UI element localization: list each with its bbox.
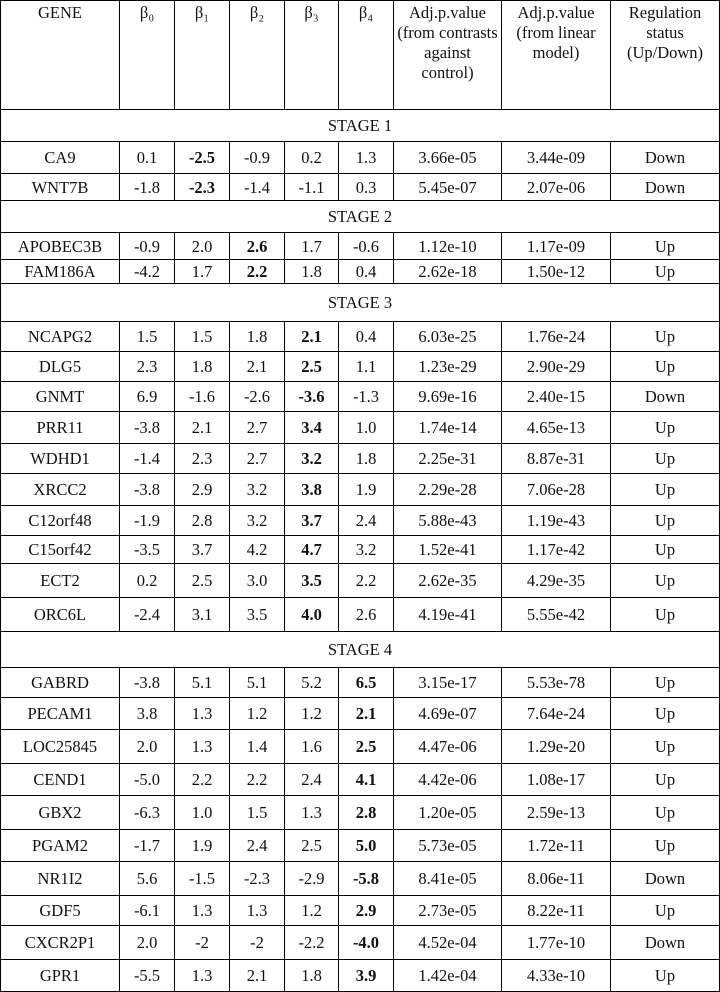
adj-p-contrasts-cell: 2.25e-31 <box>394 444 502 474</box>
adj-p-contrasts-cell: 4.19e-41 <box>394 598 502 632</box>
header-row <box>1 1 720 110</box>
regulation-status-cell: Down <box>611 862 720 896</box>
beta3-cell: 1.2 <box>285 698 339 730</box>
gene-cell: PRR11 <box>1 412 120 444</box>
regulation-status-cell: Up <box>611 830 720 862</box>
table-row <box>1 142 720 174</box>
beta4-cell: -0.6 <box>339 233 394 260</box>
beta1-cell: -2 <box>175 926 230 960</box>
table-row <box>1 730 720 764</box>
header-beta4: β₄ <box>339 1 394 110</box>
table-row <box>1 796 720 830</box>
gene-cell: PGAM2 <box>1 830 120 862</box>
adj-p-contrasts-cell: 4.47e-06 <box>394 730 502 764</box>
regulation-status-cell: Up <box>611 730 720 764</box>
beta0-cell: -6.3 <box>120 796 175 830</box>
beta1-cell: -1.6 <box>175 382 230 412</box>
beta4-cell: 2.1 <box>339 698 394 730</box>
regulation-status-cell: Up <box>611 260 720 284</box>
table-row <box>1 382 720 412</box>
beta3-cell: 2.1 <box>285 322 339 352</box>
beta4-cell: 6.5 <box>339 668 394 698</box>
adj-p-linear-cell: 4.33e-10 <box>502 960 611 992</box>
beta1-cell: -2.5 <box>175 142 230 174</box>
stage-row <box>1 201 720 233</box>
table-row <box>1 926 720 960</box>
gene-cell: GBX2 <box>1 796 120 830</box>
gene-cell: CXCR2P1 <box>1 926 120 960</box>
stage-row <box>1 632 720 668</box>
header-beta3: β₃ <box>285 1 339 110</box>
beta1-cell: 1.5 <box>175 322 230 352</box>
gene-cell: CEND1 <box>1 764 120 796</box>
beta0-cell: 2.0 <box>120 730 175 764</box>
beta1-cell: 3.7 <box>175 536 230 564</box>
beta3-cell: 3.7 <box>285 506 339 536</box>
beta0-cell: -6.1 <box>120 896 175 926</box>
adj-p-linear-cell: 5.55e-42 <box>502 598 611 632</box>
beta2-cell: 3.2 <box>230 474 285 506</box>
beta2-cell: 1.5 <box>230 796 285 830</box>
beta3-cell: 2.5 <box>285 830 339 862</box>
adj-p-linear-cell: 7.06e-28 <box>502 474 611 506</box>
gene-cell: XRCC2 <box>1 474 120 506</box>
table-row <box>1 564 720 598</box>
beta0-cell: -1.9 <box>120 506 175 536</box>
beta4-cell: 1.8 <box>339 444 394 474</box>
beta4-cell: 0.4 <box>339 260 394 284</box>
adj-p-linear-cell: 2.07e-06 <box>502 174 611 201</box>
adj-p-linear-cell: 8.22e-11 <box>502 896 611 926</box>
adj-p-contrasts-cell: 1.12e-10 <box>394 233 502 260</box>
header-adj-p-linear: Adj.p.value (from linear model) <box>502 1 611 110</box>
regulation-status-cell: Down <box>611 926 720 960</box>
beta0-cell: -2.4 <box>120 598 175 632</box>
stage-label: STAGE 3 <box>1 284 720 322</box>
gene-cell: ECT2 <box>1 564 120 598</box>
adj-p-linear-cell: 1.17e-42 <box>502 536 611 564</box>
gene-cell: WNT7B <box>1 174 120 201</box>
beta4-cell: 2.2 <box>339 564 394 598</box>
beta2-cell: 2.7 <box>230 412 285 444</box>
gene-cell: WDHD1 <box>1 444 120 474</box>
beta3-cell: 3.4 <box>285 412 339 444</box>
regulation-status-cell: Down <box>611 174 720 201</box>
adj-p-linear-cell: 1.50e-12 <box>502 260 611 284</box>
beta0-cell: 0.2 <box>120 564 175 598</box>
beta4-cell: 1.3 <box>339 142 394 174</box>
adj-p-contrasts-cell: 4.52e-04 <box>394 926 502 960</box>
beta1-cell: 1.0 <box>175 796 230 830</box>
stage-row <box>1 284 720 322</box>
adj-p-linear-cell: 2.59e-13 <box>502 796 611 830</box>
beta4-cell: 1.0 <box>339 412 394 444</box>
adj-p-linear-cell: 8.87e-31 <box>502 444 611 474</box>
beta0-cell: -3.8 <box>120 474 175 506</box>
beta4-cell: -4.0 <box>339 926 394 960</box>
adj-p-linear-cell: 7.64e-24 <box>502 698 611 730</box>
beta0-cell: -5.0 <box>120 764 175 796</box>
gene-cell: GNMT <box>1 382 120 412</box>
beta1-cell: -2.3 <box>175 174 230 201</box>
beta1-cell: -1.5 <box>175 862 230 896</box>
beta2-cell: 4.2 <box>230 536 285 564</box>
beta0-cell: 1.5 <box>120 322 175 352</box>
stage-row <box>1 110 720 142</box>
gene-cell: GABRD <box>1 668 120 698</box>
gene-cell: C15orf42 <box>1 536 120 564</box>
beta0-cell: -1.7 <box>120 830 175 862</box>
beta4-cell: -1.3 <box>339 382 394 412</box>
beta0-cell: -3.8 <box>120 412 175 444</box>
adj-p-contrasts-cell: 5.45e-07 <box>394 174 502 201</box>
gene-cell: FAM186A <box>1 260 120 284</box>
beta3-cell: 3.2 <box>285 444 339 474</box>
gene-cell: GDF5 <box>1 896 120 926</box>
beta4-cell: 2.6 <box>339 598 394 632</box>
beta3-cell: -1.1 <box>285 174 339 201</box>
beta0-cell: -1.8 <box>120 174 175 201</box>
regulation-status-cell: Up <box>611 960 720 992</box>
stage-label: STAGE 2 <box>1 201 720 233</box>
beta1-cell: 2.9 <box>175 474 230 506</box>
beta3-cell: 0.2 <box>285 142 339 174</box>
beta1-cell: 1.8 <box>175 352 230 382</box>
beta0-cell: 6.9 <box>120 382 175 412</box>
regulation-status-cell: Up <box>611 412 720 444</box>
beta4-cell: 2.4 <box>339 506 394 536</box>
beta3-cell: 3.5 <box>285 564 339 598</box>
header-beta1: β₁ <box>175 1 230 110</box>
beta0-cell: 2.0 <box>120 926 175 960</box>
beta2-cell: 2.1 <box>230 960 285 992</box>
adj-p-linear-cell: 4.29e-35 <box>502 564 611 598</box>
beta2-cell: -2.3 <box>230 862 285 896</box>
beta0-cell: 0.1 <box>120 142 175 174</box>
regulation-status-cell: Down <box>611 142 720 174</box>
adj-p-linear-cell: 8.06e-11 <box>502 862 611 896</box>
beta0-cell: -1.4 <box>120 444 175 474</box>
adj-p-contrasts-cell: 4.69e-07 <box>394 698 502 730</box>
beta2-cell: 2.7 <box>230 444 285 474</box>
beta2-cell: 1.2 <box>230 698 285 730</box>
beta1-cell: 2.5 <box>175 564 230 598</box>
adj-p-contrasts-cell: 1.74e-14 <box>394 412 502 444</box>
gene-cell: LOC25845 <box>1 730 120 764</box>
beta3-cell: -3.6 <box>285 382 339 412</box>
beta3-cell: -2.2 <box>285 926 339 960</box>
beta2-cell: 3.5 <box>230 598 285 632</box>
regulation-status-cell: Up <box>611 896 720 926</box>
table-row <box>1 764 720 796</box>
beta4-cell: 4.1 <box>339 764 394 796</box>
beta3-cell: 1.6 <box>285 730 339 764</box>
beta1-cell: 1.7 <box>175 260 230 284</box>
beta0-cell: 3.8 <box>120 698 175 730</box>
regulation-status-cell: Up <box>611 764 720 796</box>
header-regulation-status: Regulation status (Up/Down) <box>611 1 720 110</box>
beta2-cell: 2.2 <box>230 764 285 796</box>
beta2-cell: -0.9 <box>230 142 285 174</box>
beta1-cell: 1.9 <box>175 830 230 862</box>
beta4-cell: 3.2 <box>339 536 394 564</box>
adj-p-linear-cell: 2.40e-15 <box>502 382 611 412</box>
table-row <box>1 830 720 862</box>
adj-p-contrasts-cell: 6.03e-25 <box>394 322 502 352</box>
adj-p-contrasts-cell: 2.62e-18 <box>394 260 502 284</box>
adj-p-contrasts-cell: 3.66e-05 <box>394 142 502 174</box>
beta2-cell: 3.0 <box>230 564 285 598</box>
header-adj-p-contrasts: Adj.p.value (from contrasts against control) <box>394 1 502 110</box>
table-row <box>1 896 720 926</box>
beta4-cell: 3.9 <box>339 960 394 992</box>
beta4-cell: -5.8 <box>339 862 394 896</box>
table-row <box>1 698 720 730</box>
beta0-cell: 5.6 <box>120 862 175 896</box>
regulation-status-cell: Up <box>611 506 720 536</box>
beta2-cell: 1.3 <box>230 896 285 926</box>
regulation-status-cell: Up <box>611 444 720 474</box>
beta3-cell: 2.5 <box>285 352 339 382</box>
adj-p-linear-cell: 1.08e-17 <box>502 764 611 796</box>
adj-p-linear-cell: 5.53e-78 <box>502 668 611 698</box>
beta3-cell: -2.9 <box>285 862 339 896</box>
regulation-status-cell: Up <box>611 796 720 830</box>
beta4-cell: 0.4 <box>339 322 394 352</box>
gene-cell: APOBEC3B <box>1 233 120 260</box>
gene-cell: GPR1 <box>1 960 120 992</box>
header-gene: GENE <box>1 1 120 110</box>
beta2-cell: -2.6 <box>230 382 285 412</box>
table-row <box>1 260 720 284</box>
adj-p-contrasts-cell: 8.41e-05 <box>394 862 502 896</box>
regulation-status-cell: Up <box>611 698 720 730</box>
table-row <box>1 444 720 474</box>
beta2-cell: 1.8 <box>230 322 285 352</box>
beta2-cell: 5.1 <box>230 668 285 698</box>
regulation-status-cell: Up <box>611 322 720 352</box>
table-row <box>1 474 720 506</box>
gene-cell: DLG5 <box>1 352 120 382</box>
adj-p-linear-cell: 1.76e-24 <box>502 322 611 352</box>
beta1-cell: 2.8 <box>175 506 230 536</box>
table-row <box>1 352 720 382</box>
gene-cell: ORC6L <box>1 598 120 632</box>
table-row <box>1 862 720 896</box>
adj-p-linear-cell: 1.77e-10 <box>502 926 611 960</box>
beta1-cell: 2.2 <box>175 764 230 796</box>
beta1-cell: 1.3 <box>175 896 230 926</box>
stage-label: STAGE 1 <box>1 110 720 142</box>
regulation-status-cell: Up <box>611 668 720 698</box>
beta3-cell: 1.8 <box>285 960 339 992</box>
beta1-cell: 2.1 <box>175 412 230 444</box>
beta1-cell: 1.3 <box>175 730 230 764</box>
beta1-cell: 3.1 <box>175 598 230 632</box>
adj-p-contrasts-cell: 9.69e-16 <box>394 382 502 412</box>
table-row <box>1 506 720 536</box>
beta2-cell: 3.2 <box>230 506 285 536</box>
table-row <box>1 536 720 564</box>
gene-cell: NR1I2 <box>1 862 120 896</box>
table-row <box>1 960 720 992</box>
beta3-cell: 5.2 <box>285 668 339 698</box>
gene-cell: CA9 <box>1 142 120 174</box>
regulation-status-cell: Down <box>611 382 720 412</box>
header-beta2: β₂ <box>230 1 285 110</box>
adj-p-linear-cell: 2.90e-29 <box>502 352 611 382</box>
beta0-cell: -0.9 <box>120 233 175 260</box>
adj-p-contrasts-cell: 2.73e-05 <box>394 896 502 926</box>
beta3-cell: 2.4 <box>285 764 339 796</box>
beta2-cell: 2.1 <box>230 352 285 382</box>
adj-p-contrasts-cell: 1.52e-41 <box>394 536 502 564</box>
adj-p-linear-cell: 1.17e-09 <box>502 233 611 260</box>
table-body <box>1 110 720 992</box>
table-row <box>1 174 720 201</box>
beta3-cell: 1.3 <box>285 796 339 830</box>
beta1-cell: 2.3 <box>175 444 230 474</box>
adj-p-contrasts-cell: 3.15e-17 <box>394 668 502 698</box>
beta4-cell: 2.8 <box>339 796 394 830</box>
beta2-cell: 1.4 <box>230 730 285 764</box>
beta4-cell: 0.3 <box>339 174 394 201</box>
beta0-cell: -3.5 <box>120 536 175 564</box>
beta4-cell: 2.9 <box>339 896 394 926</box>
gene-cell: PECAM1 <box>1 698 120 730</box>
adj-p-linear-cell: 1.19e-43 <box>502 506 611 536</box>
adj-p-linear-cell: 3.44e-09 <box>502 142 611 174</box>
table-row <box>1 598 720 632</box>
adj-p-linear-cell: 1.72e-11 <box>502 830 611 862</box>
beta0-cell: -4.2 <box>120 260 175 284</box>
table-row <box>1 412 720 444</box>
beta3-cell: 1.8 <box>285 260 339 284</box>
adj-p-contrasts-cell: 2.62e-35 <box>394 564 502 598</box>
adj-p-linear-cell: 4.65e-13 <box>502 412 611 444</box>
header-beta0: β₀ <box>120 1 175 110</box>
beta1-cell: 5.1 <box>175 668 230 698</box>
beta1-cell: 1.3 <box>175 960 230 992</box>
gene-cell: C12orf48 <box>1 506 120 536</box>
beta3-cell: 4.0 <box>285 598 339 632</box>
beta4-cell: 1.9 <box>339 474 394 506</box>
beta4-cell: 2.5 <box>339 730 394 764</box>
beta4-cell: 5.0 <box>339 830 394 862</box>
beta1-cell: 1.3 <box>175 698 230 730</box>
regulation-status-cell: Up <box>611 233 720 260</box>
table-row <box>1 668 720 698</box>
beta3-cell: 1.2 <box>285 896 339 926</box>
regulation-status-cell: Up <box>611 536 720 564</box>
adj-p-contrasts-cell: 5.88e-43 <box>394 506 502 536</box>
table-row <box>1 233 720 260</box>
adj-p-contrasts-cell: 1.42e-04 <box>394 960 502 992</box>
beta4-cell: 1.1 <box>339 352 394 382</box>
beta2-cell: -1.4 <box>230 174 285 201</box>
beta2-cell: -2 <box>230 926 285 960</box>
stage-label: STAGE 4 <box>1 632 720 668</box>
regulation-status-cell: Up <box>611 564 720 598</box>
regulation-status-cell: Up <box>611 474 720 506</box>
beta3-cell: 3.8 <box>285 474 339 506</box>
beta0-cell: -5.5 <box>120 960 175 992</box>
adj-p-contrasts-cell: 4.42e-06 <box>394 764 502 796</box>
adj-p-linear-cell: 1.29e-20 <box>502 730 611 764</box>
adj-p-contrasts-cell: 1.23e-29 <box>394 352 502 382</box>
gene-cell: NCAPG2 <box>1 322 120 352</box>
table-row <box>1 322 720 352</box>
beta1-cell: 2.0 <box>175 233 230 260</box>
adj-p-contrasts-cell: 5.73e-05 <box>394 830 502 862</box>
regulation-status-cell: Up <box>611 352 720 382</box>
beta3-cell: 1.7 <box>285 233 339 260</box>
beta2-cell: 2.4 <box>230 830 285 862</box>
adj-p-contrasts-cell: 1.20e-05 <box>394 796 502 830</box>
beta3-cell: 4.7 <box>285 536 339 564</box>
beta2-cell: 2.6 <box>230 233 285 260</box>
beta0-cell: -3.8 <box>120 668 175 698</box>
beta2-cell: 2.2 <box>230 260 285 284</box>
adj-p-contrasts-cell: 2.29e-28 <box>394 474 502 506</box>
beta0-cell: 2.3 <box>120 352 175 382</box>
regulation-status-cell: Up <box>611 598 720 632</box>
